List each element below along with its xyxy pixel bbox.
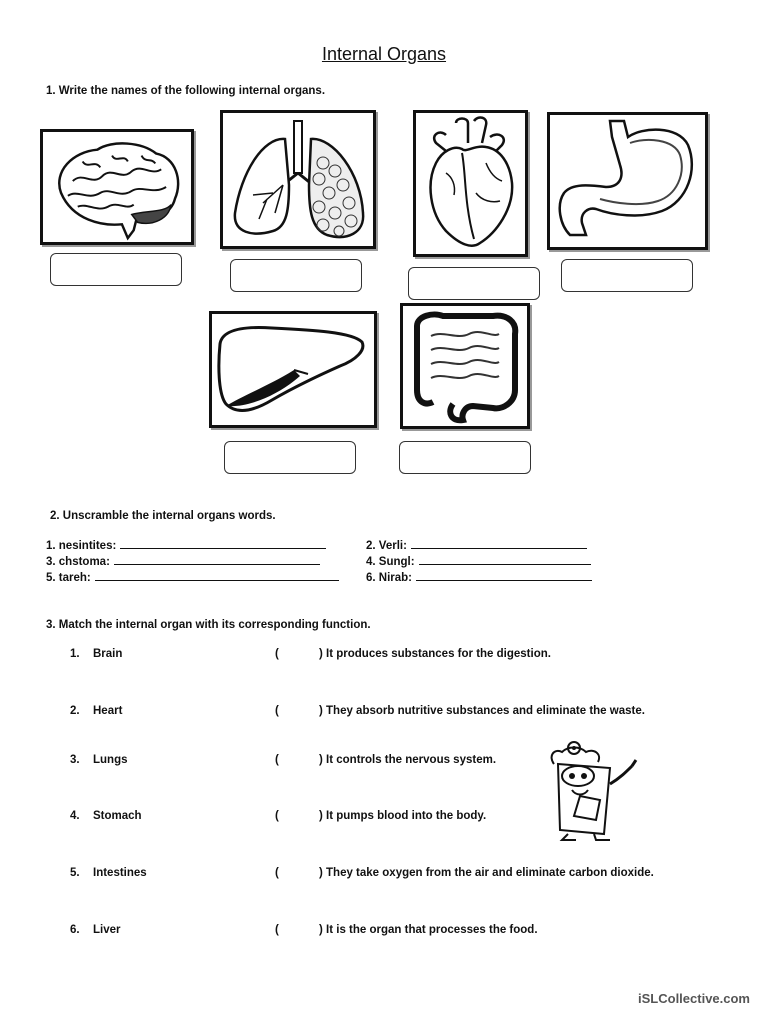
section3-instruction: 3. Match the internal organ with its corresponding function. xyxy=(46,619,371,631)
answer-blank[interactable] xyxy=(95,570,339,581)
unscramble-item: 1. nesintites: xyxy=(46,538,326,552)
match-number: 6. xyxy=(70,924,80,936)
liver-answer-box[interactable] xyxy=(224,441,356,474)
page-title: Internal Organs xyxy=(321,44,447,64)
stomach-answer-box[interactable] xyxy=(561,259,693,292)
answer-blank[interactable] xyxy=(120,538,326,549)
answer-blank[interactable] xyxy=(114,554,320,565)
heart-image xyxy=(413,110,528,257)
answer-blank[interactable] xyxy=(419,554,591,565)
intestines-answer-box[interactable] xyxy=(399,441,531,474)
match-organ-name: Lungs xyxy=(93,754,128,766)
stomach-image xyxy=(547,112,708,250)
match-function-text: ) It pumps blood into the body. xyxy=(319,810,487,822)
match-answer-paren[interactable]: ( xyxy=(275,754,279,766)
match-answer-paren[interactable]: ( xyxy=(275,705,279,717)
stomach-icon xyxy=(550,115,705,247)
unscramble-item: 5. tareh: xyxy=(46,570,339,584)
match-organ-name: Stomach xyxy=(93,810,142,822)
match-function-text: ) It is the organ that processes the food. xyxy=(319,924,538,936)
intestines-image xyxy=(400,303,530,429)
answer-blank[interactable] xyxy=(411,538,587,549)
doctor-cartoon xyxy=(540,738,652,842)
match-answer-paren[interactable]: ( xyxy=(275,867,279,879)
brain-answer-box[interactable] xyxy=(50,253,182,286)
answer-blank[interactable] xyxy=(416,570,592,581)
heart-icon xyxy=(416,113,525,254)
match-number: 3. xyxy=(70,754,80,766)
heart-answer-box[interactable] xyxy=(408,267,540,300)
unscramble-item: 4. Sungl: xyxy=(366,554,591,568)
match-number: 4. xyxy=(70,810,80,822)
match-number: 1. xyxy=(70,648,80,660)
lungs-icon xyxy=(223,113,373,246)
match-answer-paren[interactable]: ( xyxy=(275,810,279,822)
liver-image xyxy=(209,311,377,428)
unscramble-item: 3. chstoma: xyxy=(46,554,320,568)
match-answer-paren[interactable]: ( xyxy=(275,648,279,660)
unscramble-item: 2. Verli: xyxy=(366,538,587,552)
match-number: 5. xyxy=(70,867,80,879)
match-organ-name: Heart xyxy=(93,705,123,717)
doctor-icon xyxy=(540,738,652,842)
match-function-text: ) It controls the nervous system. xyxy=(319,754,497,766)
brain-image xyxy=(40,129,194,245)
lungs-answer-box[interactable] xyxy=(230,259,362,292)
site-watermark: iSLCollective.com xyxy=(638,991,750,1006)
match-organ-name: Brain xyxy=(93,648,123,660)
lungs-image xyxy=(220,110,376,249)
unscramble-item: 6. Nirab: xyxy=(366,570,592,584)
intestines-icon xyxy=(403,306,527,426)
match-number: 2. xyxy=(70,705,80,717)
match-organ-name: Liver xyxy=(93,924,121,936)
section2-instruction: 2. Unscramble the internal organs words. xyxy=(50,510,276,522)
match-function-text: ) It produces substances for the digestion. xyxy=(319,648,551,660)
match-function-text: ) They take oxygen from the air and eliminate carbon dioxide. xyxy=(319,867,654,879)
match-answer-paren[interactable]: ( xyxy=(275,924,279,936)
match-organ-name: Intestines xyxy=(93,867,147,879)
match-function-text: ) They absorb nutritive substances and eliminate the waste. xyxy=(319,705,645,717)
brain-icon xyxy=(43,132,191,242)
liver-icon xyxy=(212,314,374,425)
section1-instruction: 1. Write the names of the following internal organs. xyxy=(46,85,326,97)
